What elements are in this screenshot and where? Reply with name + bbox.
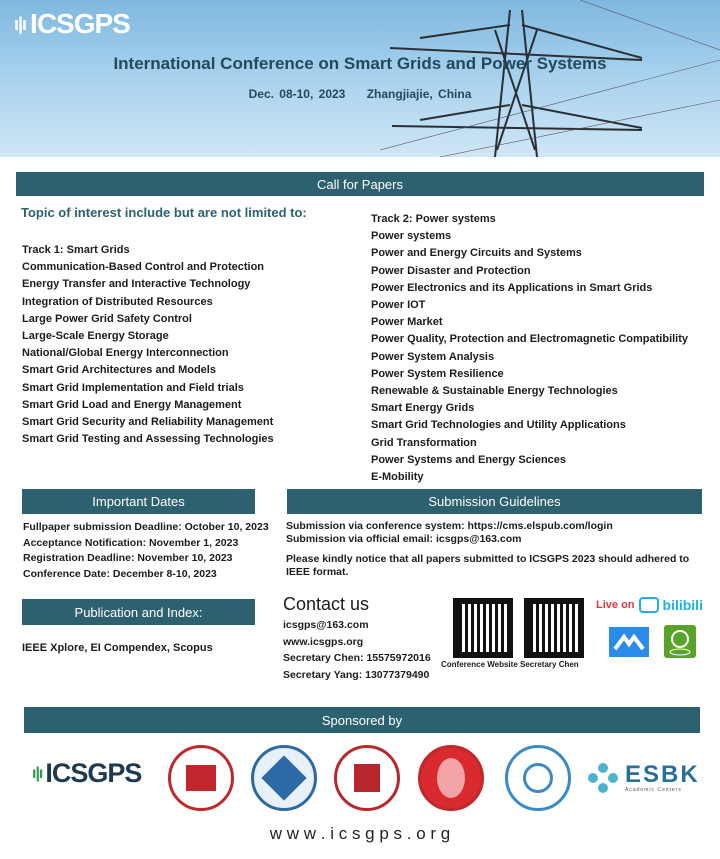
power-tower-illustration [380,0,720,157]
shanghai-jiao-tong-university-seal [334,745,400,811]
topic-item: Power and Energy Circuits and Systems [371,247,582,260]
sponsor-esbk-logo: ESBK Academic Centers [585,760,700,796]
contact-list [283,617,431,684]
dates-list [23,520,269,582]
date-item: Fullpaper submission Deadline: October 10, 2023 [23,521,269,533]
topic-item: Renewable & Sustainable Energy Technologies [371,385,618,398]
hohai-university-seal [505,745,571,811]
topics-intro: Topic of interest include but are not limited to: [21,205,307,220]
track1-list [22,242,274,448]
publication-text: IEEE Xplore, EI Compendex, Scopus [22,642,213,654]
topic-item: Power System Analysis [371,350,495,363]
live-on-bilibili [596,597,703,613]
central-south-university-seal [251,745,317,811]
date-item: Registration Deadline: November 10, 2023 [23,552,233,564]
tencent-meeting-icon [609,627,649,657]
topic-item: Track 1: Smart Grids [22,244,130,256]
contact-email: icsgps@163.com [283,619,369,631]
contact-secretary-yang: Secretary Yang: 13077379490 [283,669,430,682]
qr-captions [441,660,579,669]
topic-item: Power Quality, Protection and Electromagnetic Compatibility [371,333,689,346]
topic-item: Smart Grid Architectures and Models [22,364,216,377]
submission-guidelines-header: Submission Guidelines [287,489,702,514]
topic-item: E-Mobility [371,471,424,484]
contact-secretary-chen: Secretary Chen: 15575972016 [283,652,431,665]
topic-item: Smart Energy Grids [371,402,475,415]
topic-item: Track 2: Power systems [371,213,496,225]
secretary-qr-code [524,598,584,658]
university-seal-red [418,745,484,811]
website-qr-code [453,598,513,658]
footer-website: w w w . i c s g p s . o r g [269,824,451,843]
guideline-notice: Please kindly notice that all papers submitted to ICSGPS 2023 should adhered to IEEE format. [286,553,690,578]
topic-item: Power Electronics and its Applications in Smart Grids [371,281,653,294]
esbk-flower-icon [585,760,621,796]
publication-header: Publication and Index: [22,599,255,625]
topic-item: Smart Grid Technologies and Utility Applications [371,419,626,432]
guideline-email: Submission via official email: icsgps@163.com [286,532,522,545]
topic-item: Power System Resilience [371,367,504,380]
guideline-system: Submission via conference system: https://cms.elspub.com/login [286,520,613,532]
topic-item: Smart Grid Implementation and Field trials [22,381,244,394]
topic-item: Power Market [371,316,443,329]
topic-item: Power Disaster and Protection [371,264,531,277]
hunan-university-seal [168,745,234,811]
sponsor-icsgps-logo: ı|ı ICSGPS [32,758,142,788]
topic-item: Integration of Distributed Resources [22,295,213,308]
contact-website: www.icsgps.org [283,635,364,648]
bilibili-label: bilibili [662,597,703,613]
conference-location: Zhangjiajie, China [366,87,472,101]
icsgps-logo: ı|ı ICSGPS [14,8,130,39]
guidelines-text [286,520,706,578]
topic-item: Energy Transfer and Interactive Technology [22,278,251,291]
date-item: Acceptance Notification: November 1, 2023 [23,536,239,549]
topic-item: Large Power Grid Safety Control [22,312,192,325]
topic-item: Large-Scale Energy Storage [22,330,169,343]
date-item: Conference Date: December 8-10, 2023 [23,567,217,580]
qr-caption-secretary: Secretary Chen [520,660,579,669]
track2-list [371,211,688,486]
topic-item: Smart Grid Testing and Assessing Technologies [22,433,274,446]
topic-item: Smart Grid Security and Reliability Management [22,416,274,429]
topic-item: Power Systems and Energy Sciences [371,453,567,466]
call-for-papers-header: Call for Papers [16,172,704,196]
important-dates-header: Important Dates [22,489,255,514]
topic-item: Grid Transformation [371,436,477,449]
contact-title: Contact us [283,594,370,614]
header-banner [0,0,720,157]
conference-title: International Conference on Smart Grids and Power Systems [113,54,607,73]
conference-app-icon [664,625,696,658]
qr-caption-website: Conference Website [441,660,518,669]
bilibili-tv-icon [639,597,659,613]
topic-item: National/Global Energy Interconnection [22,347,229,360]
conference-date: Dec. 08-10, 2023 [248,87,346,101]
sponsored-by-header: Sponsored by [24,707,700,733]
topic-item: Power IOT [371,299,426,312]
topic-item: Smart Grid Load and Energy Management [22,398,242,411]
conference-date-location [0,87,720,101]
topic-item: Power systems [371,230,452,243]
live-on-label: Live on [596,599,635,611]
topic-item: Communication-Based Control and Protection [22,261,265,274]
